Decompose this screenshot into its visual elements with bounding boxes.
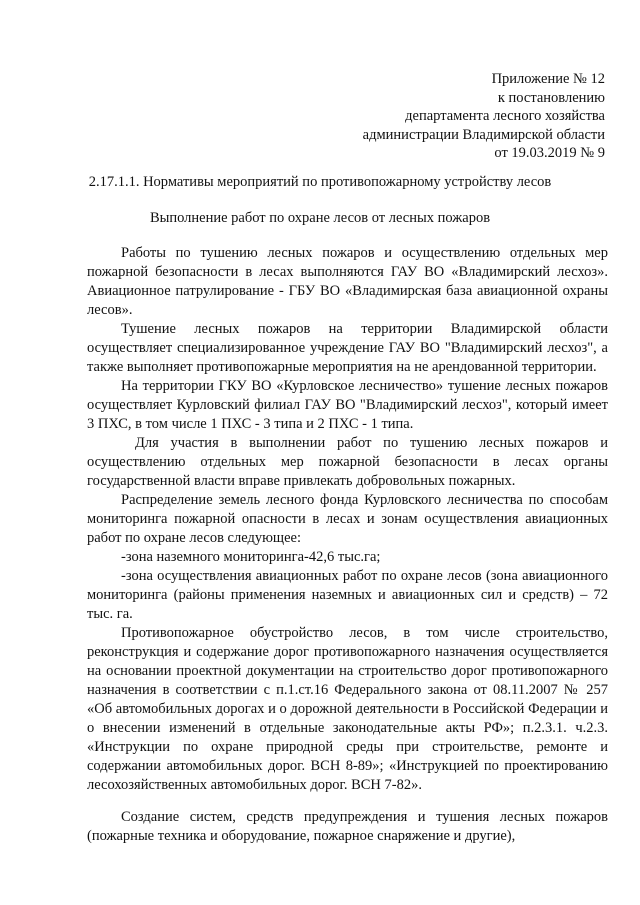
resolution-date: от 19.03.2019 № 9 bbox=[494, 145, 605, 161]
list-item: -зона осуществления авиационных работ по охране лесов (зона авиационного мониторинга (районы применения наземных и авиационных сил и средств) – 72 тыс. га. bbox=[87, 568, 608, 622]
paragraph: Для участия в выполнении работ по тушению лесных пожаров и осуществлению отдельных мер пожарной безопасности в лесах органы государственной власти вправе привлекать добровольных пожарных. bbox=[87, 435, 608, 489]
paragraph: Тушение лесных пожаров на территории Владимирской области осуществляет специализированное учреждение ГАУ ВО "Владимирский лесхоз", а также выполняет противопожарные мероприятия на не арендованной территории. bbox=[87, 321, 608, 375]
appendix-header bbox=[363, 70, 605, 163]
resolution-reference: к постановлению bbox=[497, 89, 605, 106]
section-title: 2.17.1.1. Нормативы мероприятий по противопожарному устройству лесов bbox=[88, 174, 552, 190]
administration-name: администрации Владимирской области bbox=[362, 126, 605, 143]
subsection-title: Выполнение работ по охране лесов от лесных пожаров bbox=[149, 210, 491, 226]
body-text bbox=[87, 244, 608, 846]
paragraph: Работы по тушению лесных пожаров и осуществлению отдельных мер пожарной безопасности в лесах выполняются ГАУ ВО «Владимирский лесхоз». Авиационное патрулирование - ГБУ ВО «Владимирская база авиационной охраны лесов». bbox=[87, 245, 608, 318]
paragraph: Противопожарное обустройство лесов, в том числе строительство, реконструкция и содержание дорог противопожарного назначения осуществляется на основании проектной документации на строительство дорог противопожарного назначения в соответствии с п.1.ст.16 Федерального закона от 08.11.2007 № 257 «Об автомобильных дорогах и о дорожной деятельности в Российской Федерации и о внесении изменений в отдельные законодательные акты РФ»; п.2.3.1. ч.2.3. «Инструкции по охране природной среды при строительстве, ремонте и содержании автомобильных дорог. ВСН 8-89»; «Инструкцией по проектированию лесохозяйственных автомобильных дорог. ВСН 7-82». bbox=[87, 625, 608, 793]
paragraph: Распределение земель лесного фонда Курловского лесничества по способам мониторинга пожарной опасности в лесах и зонам осуществления авиационных работ по охране лесов следующее: bbox=[87, 492, 608, 546]
list-item: -зона наземного мониторинга-42,6 тыс.га; bbox=[121, 549, 381, 565]
appendix-number: Приложение № 12 bbox=[491, 71, 605, 87]
paragraph: Создание систем, средств предупреждения и тушения лесных пожаров (пожарные техника и оборудование, пожарное снаряжение и другие), bbox=[87, 809, 608, 844]
paragraph: На территории ГКУ ВО «Курловское лесничество» тушение лесных пожаров осуществляет Курловский филиал ГАУ ВО "Владимирский лесхоз", который имеет 3 ПХС, в том числе 1 ПХС - 3 типа и 2 ПХС - 1 типа. bbox=[87, 378, 608, 432]
department-name: департамента лесного хозяйства bbox=[405, 108, 605, 124]
